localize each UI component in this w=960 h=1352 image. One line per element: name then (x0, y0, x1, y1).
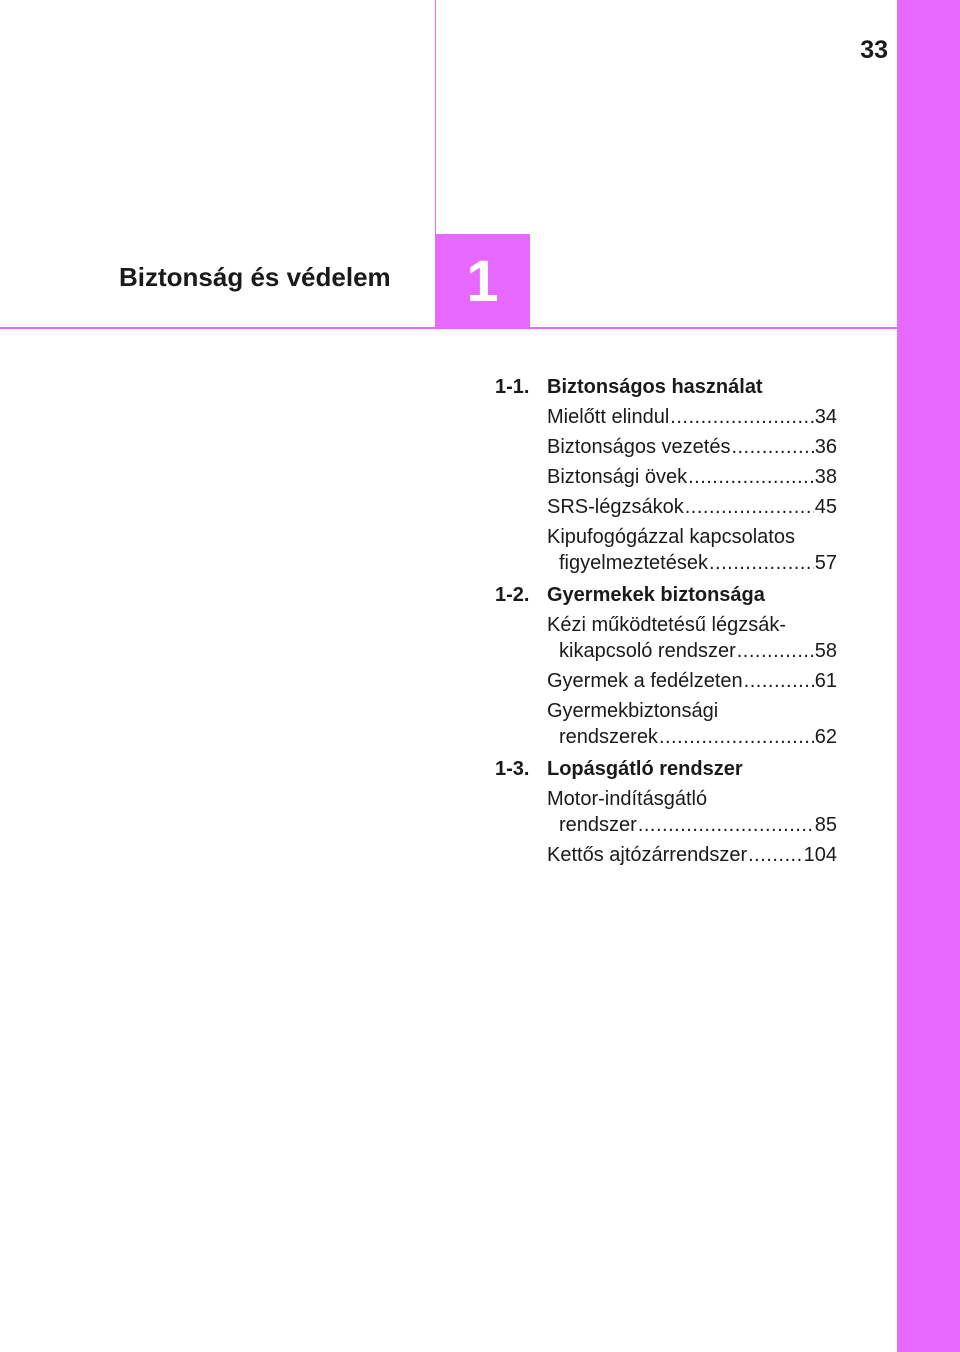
toc-dot-leader (688, 464, 814, 490)
toc-entry-text: Biztonsági övek (547, 466, 688, 488)
toc-entry-page: 38 (814, 466, 837, 488)
toc-entry-line (547, 668, 837, 694)
toc-dot-leader (748, 842, 803, 868)
toc-entry[interactable] (547, 464, 837, 490)
toc-entry-line (547, 842, 837, 868)
toc-dot-leader (731, 434, 813, 460)
toc-entry-line (547, 638, 837, 664)
toc-entry-page: 34 (814, 406, 837, 428)
toc-section-number: 1-1. (495, 376, 530, 398)
toc-entry-line (547, 494, 837, 520)
toc-dot-leader (737, 638, 814, 664)
side-thumb-tab (897, 0, 960, 1352)
toc-entry-text: Motor-indításgátló (547, 788, 708, 810)
toc-entry-page: 58 (814, 640, 837, 662)
toc-entry-line (547, 724, 837, 750)
toc-entry-line (547, 434, 837, 460)
toc-entry-page: 45 (814, 496, 837, 518)
toc-section-title: Lopásgátló rendszer (547, 758, 743, 780)
chapter-number-box: 1 (435, 234, 530, 329)
toc-entry[interactable] (547, 612, 837, 664)
toc-entry[interactable] (547, 524, 837, 576)
toc-entry[interactable] (547, 404, 837, 430)
chapter-title: Biztonság és védelem (119, 262, 391, 292)
toc-dot-leader (638, 812, 814, 838)
toc-section-heading[interactable] (495, 582, 837, 608)
page-number: 33 (860, 36, 888, 64)
toc-entry-text: Kipufogógázzal kapcsolatos (547, 526, 795, 548)
toc-entry-page: 57 (814, 552, 837, 574)
toc-entry-text: kikapcsoló rendszer (559, 640, 736, 662)
toc-entry-text: Biztonságos vezetés (547, 436, 731, 458)
toc-section-title: Biztonságos használat (547, 376, 763, 398)
toc-entry[interactable] (547, 842, 837, 868)
toc-entry-text: SRS-légzsákok (547, 496, 684, 518)
toc-entry-page: 104 (803, 844, 837, 866)
header-vertical-rule (435, 0, 436, 234)
toc-entry-line (547, 550, 837, 576)
toc-dot-leader (659, 724, 814, 750)
toc-entry-text: Gyermekbiztonsági (547, 700, 719, 722)
toc-section-number: 1-2. (495, 584, 530, 606)
toc-entry-line (547, 786, 837, 812)
toc-entry-text: rendszerek (559, 726, 658, 748)
toc-entry-text: Gyermek a fedélzeten (547, 670, 743, 692)
toc-entry-line (547, 612, 837, 638)
toc-entry-page: 62 (814, 726, 837, 748)
toc-entry-line (547, 812, 837, 838)
toc-entry[interactable] (547, 786, 837, 838)
toc-entry-text: rendszer (559, 814, 637, 836)
toc-entry-page: 36 (814, 436, 837, 458)
toc-entry[interactable] (547, 668, 837, 694)
toc-entry-line (547, 464, 837, 490)
toc-entry[interactable] (547, 434, 837, 460)
toc-dot-leader (685, 494, 814, 520)
toc-entry-line (547, 524, 837, 550)
toc-section-heading[interactable] (495, 374, 837, 400)
toc-entry-page: 85 (814, 814, 837, 836)
toc-entry-text: figyelmeztetések (559, 552, 708, 574)
toc-entry-text: Mielőtt elindul (547, 406, 670, 428)
toc-section-title: Gyermekek biztonsága (547, 584, 765, 606)
toc-section-number: 1-3. (495, 758, 530, 780)
toc-entry-text: Kettős ajtózárrendszer (547, 844, 748, 866)
toc-entry-page: 61 (814, 670, 837, 692)
toc-dot-leader (670, 404, 813, 430)
toc-entry-line (547, 698, 837, 724)
toc-entry[interactable] (547, 698, 837, 750)
toc-dot-leader (709, 550, 814, 576)
toc-entry[interactable] (547, 494, 837, 520)
toc-dot-leader (744, 668, 814, 694)
toc-section-heading[interactable] (495, 756, 837, 782)
toc-entry-text: Kézi működtetésű légzsák- (547, 614, 787, 636)
toc-entry-line (547, 404, 837, 430)
table-of-contents (495, 374, 837, 872)
